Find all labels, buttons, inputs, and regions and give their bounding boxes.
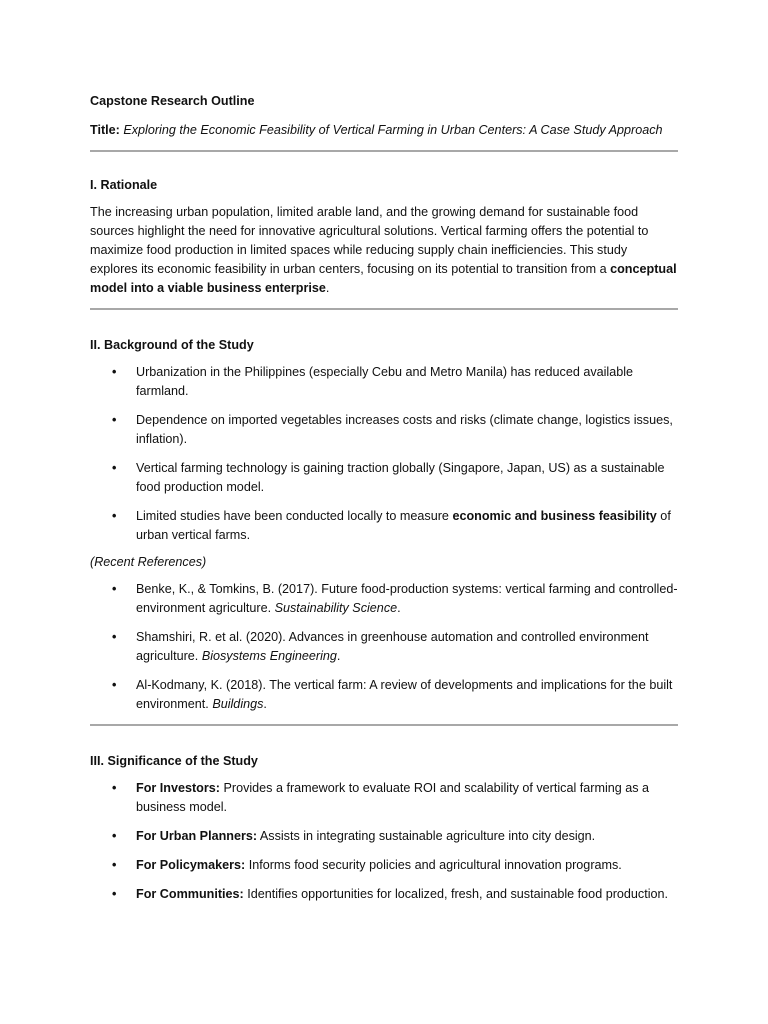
reference-text: Shamshiri, R. et al. (2020). Advances in greenhouse automation and controlled environment agriculture. <box>136 630 649 663</box>
document-heading: Capstone Research Outline <box>90 94 255 108</box>
divider <box>90 308 678 310</box>
list-item-label: For Communities: <box>136 887 244 901</box>
list-item-text: Assists in integrating sustainable agriculture into city design. <box>257 829 596 843</box>
rationale-text: The increasing urban population, limited arable land, and the growing demand for sustainable food sources highlight the need for innovative agricultural solutions. Vertical farming offers the potential to maximize food production in limited spaces while reducing supply chain inefficiencies. This study explores its economic feasibility in urban centers, focusing on its potential to transition from a <box>90 205 649 276</box>
list-item-text: Identifies opportunities for localized, fresh, and sustainable food production. <box>243 887 669 901</box>
divider <box>90 724 678 726</box>
reference-journal: Sustainability Science <box>274 601 398 615</box>
reference-text: Al-Kodmany, K. (2018). The vertical farm: A review of developments and implications for the built environment. <box>136 678 673 711</box>
section-heading-rationale: I. Rationale <box>90 178 158 192</box>
reference-end: . <box>263 697 267 711</box>
background-list <box>90 363 678 545</box>
reference-end: . <box>336 649 341 663</box>
document-page <box>90 92 678 904</box>
list-item: • Urbanization in the Philippines (especially Cebu and Metro Manila) has reduced available farmland. <box>90 363 678 401</box>
references-list <box>90 580 678 714</box>
title-label: Title: <box>90 123 120 137</box>
list-item: • Dependence on imported vegetables increases costs and risks (climate change, logistics issues, inflation). <box>90 411 678 449</box>
section-heading-significance: III. Significance of the Study <box>90 754 258 768</box>
list-item <box>90 507 678 545</box>
rationale-text-bold: conceptual model into a viable business enterprise <box>90 262 677 295</box>
reference-end: . <box>397 601 401 615</box>
list-item-label: For Urban Planners: <box>136 829 258 843</box>
list-item <box>90 856 678 875</box>
reference-text: Benke, K., & Tomkins, B. (2017). Future food-production systems: vertical farming and controlled-environment agriculture. <box>136 582 678 615</box>
rationale-text-end: . <box>325 281 330 295</box>
list-item <box>90 827 678 846</box>
list-item-text: Provides a framework to evaluate ROI and scalability of vertical farming as a business model. <box>136 781 650 814</box>
list-item <box>90 885 678 904</box>
reference-item <box>90 580 678 618</box>
title-line <box>90 121 678 140</box>
list-item-text: Informs food security policies and agricultural innovation programs. <box>245 858 622 872</box>
list-item-text: of urban vertical farms. <box>136 509 671 542</box>
rationale-paragraph <box>90 203 678 298</box>
divider <box>90 150 678 152</box>
list-item-text: Limited studies have been conducted locally to measure <box>136 509 453 523</box>
section-heading-background: II. Background of the Study <box>90 338 254 352</box>
list-item-label: For Policymakers: <box>136 858 246 872</box>
references-label: (Recent References) <box>90 555 207 569</box>
list-item: • Vertical farming technology is gaining traction globally (Singapore, Japan, US) as a sustainable food production model. <box>90 459 678 497</box>
reference-journal: Buildings <box>212 697 264 711</box>
reference-item <box>90 628 678 666</box>
significance-list <box>90 779 678 904</box>
title-text: Exploring the Economic Feasibility of Vertical Farming in Urban Centers: A Case Study Approach <box>123 123 663 137</box>
reference-item <box>90 676 678 714</box>
reference-journal: Biosystems Engineering <box>201 649 337 663</box>
list-item-bold: economic and business feasibility <box>452 509 657 523</box>
list-item-label: For Investors: <box>136 781 220 795</box>
list-item <box>90 779 678 817</box>
